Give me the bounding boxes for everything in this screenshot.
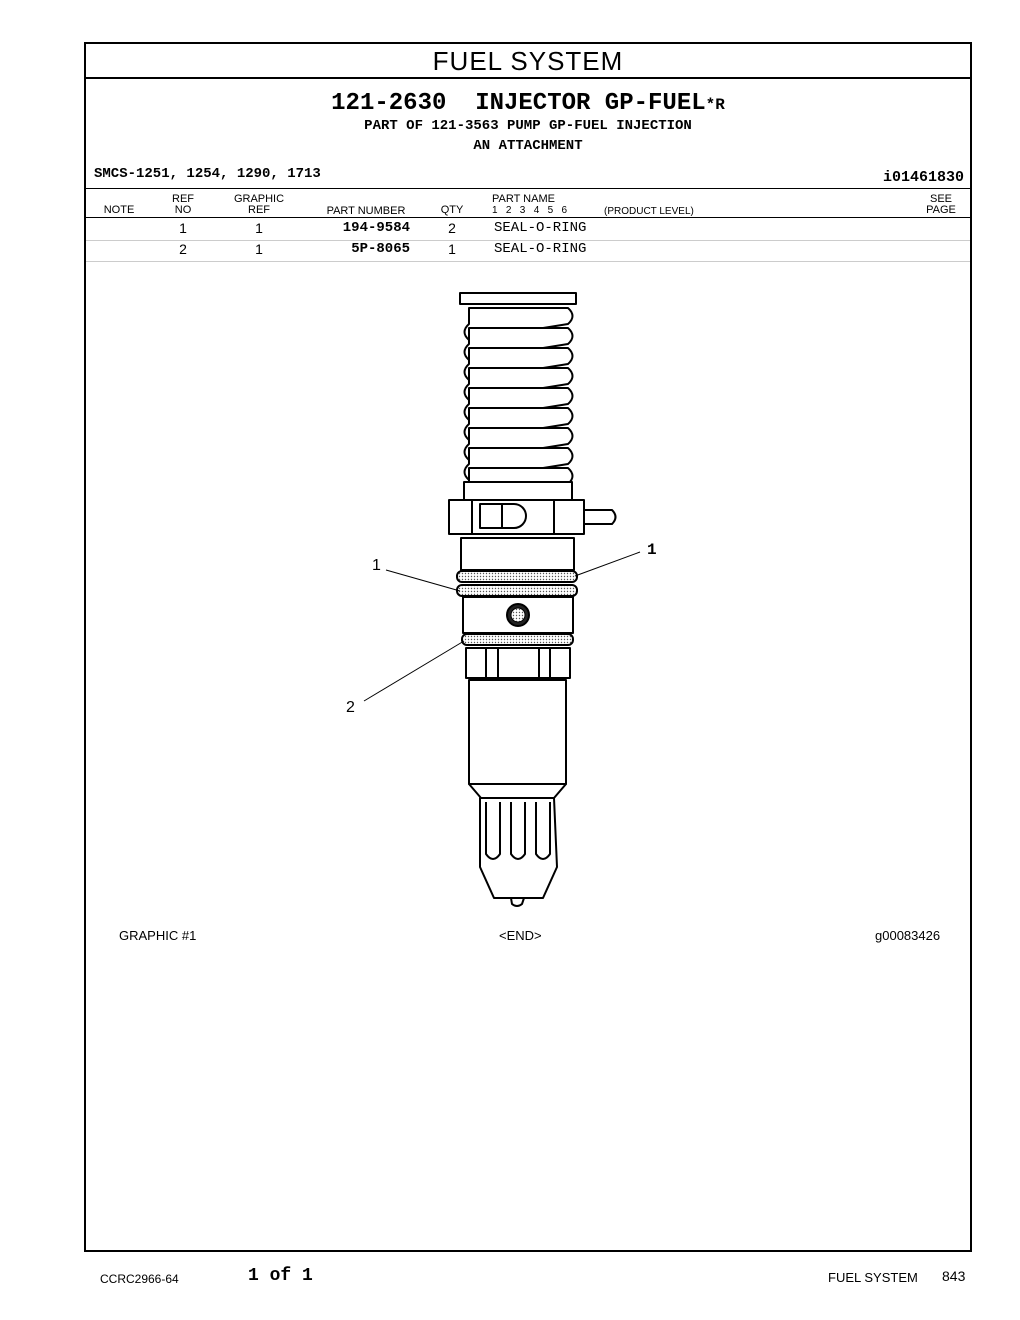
group-suffix: *R: [705, 96, 725, 114]
row-2-qty: 1: [448, 241, 456, 257]
group-number: 121-2630: [331, 90, 447, 117]
group-name: INJECTOR GP-FUEL: [475, 90, 706, 117]
spring-coils: [465, 308, 573, 497]
callout-1-left: 1: [372, 557, 381, 574]
col-ref-no-top: REF: [172, 193, 194, 205]
col-note: NOTE: [103, 204, 135, 216]
part-of-line: PART OF 121-3563 PUMP GP-FUEL INJECTION: [364, 118, 692, 134]
callout-1-right: 1: [647, 541, 657, 559]
page-number: 843: [942, 1268, 966, 1284]
fuel-inlet-tube: [584, 510, 616, 524]
row-1-part-number: 194-9584: [342, 220, 410, 236]
footer-section: FUEL SYSTEM: [828, 1270, 918, 1285]
row-2-part-number: 5P-8065: [351, 241, 410, 257]
illustration-id: i01461830: [882, 169, 964, 186]
col-product-level-label: (PRODUCT LEVEL): [604, 206, 694, 217]
page-frame: [84, 42, 972, 1252]
graphic-id: g00083426: [875, 928, 941, 943]
row-1-part-name: SEAL-O-RING: [494, 220, 587, 236]
injector-illustration: [86, 44, 970, 1250]
col-graphic-ref-bottom: REF: [248, 204, 270, 216]
col-graphic-ref-top: GRAPHIC: [233, 193, 285, 205]
system-title: FUEL SYSTEM: [86, 44, 970, 79]
col-see-page-top: SEE: [929, 193, 952, 205]
end-marker: <END>: [499, 928, 542, 943]
col-part-number: PART NUMBER: [326, 205, 406, 217]
o-ring-seal-2: [462, 634, 573, 645]
col-qty: QTY: [440, 204, 464, 216]
row-2-part-name: SEAL-O-RING: [494, 241, 587, 257]
hex-nut: [466, 648, 570, 678]
row-1-graphic-ref: 1: [255, 220, 263, 236]
row-2-graphic-ref: 1: [255, 241, 263, 257]
col-see-page-bottom: PAGE: [926, 204, 956, 216]
col-part-name: PART NAME: [492, 193, 555, 205]
doc-code: CCRC2966-64: [100, 1272, 179, 1286]
page-count: 1 of 1: [248, 1266, 313, 1286]
callout-2: 2: [346, 699, 355, 716]
row-2-ref-no: 2: [179, 241, 187, 257]
o-ring-seal-1a: [457, 571, 577, 582]
spring-cap: [460, 293, 576, 304]
row-1-qty: 2: [448, 220, 456, 236]
col-ref-no-bottom: NO: [174, 204, 192, 216]
row-1-ref-no: 1: [179, 220, 187, 236]
col-product-levels: 1 2 3 4 5 6: [492, 205, 568, 216]
o-ring-seal-1b: [457, 585, 577, 596]
attachment-line: AN ATTACHMENT: [473, 138, 583, 154]
graphic-caption: GRAPHIC #1: [119, 928, 197, 943]
injector-lower-body: [469, 680, 566, 784]
smcs-codes: SMCS-1251, 1254, 1290, 1713: [94, 166, 321, 182]
injector-collar: [461, 538, 574, 570]
